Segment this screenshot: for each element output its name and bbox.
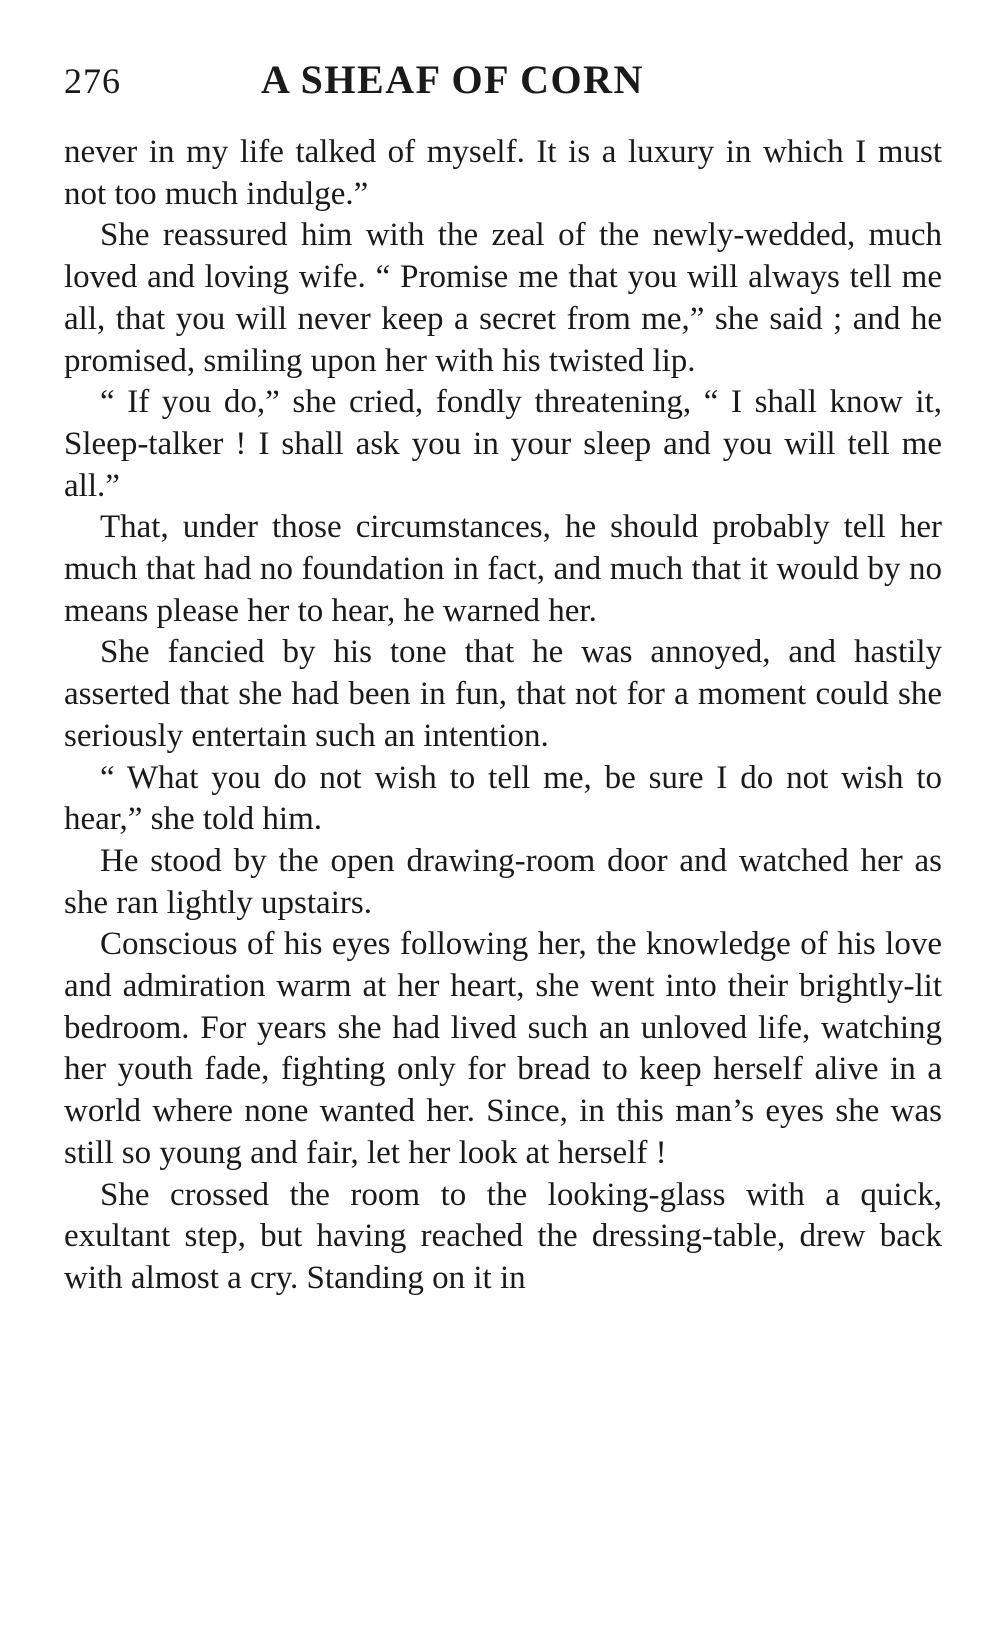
book-title: A SHEAF OF CORN <box>261 57 644 102</box>
paragraph-continued: never in my life talked of myself. It is a luxury in which I must not too much indulge.” <box>64 134 942 212</box>
paragraph: He stood by the open drawing-room door and watched her as she ran lightly upstairs. <box>64 842 942 921</box>
paragraph: “ What you do not wish to tell me, be sure I do not wish to hear,” she told him. <box>64 759 942 838</box>
paragraph: “ If you do,” she cried, fondly threatening, “ I shall know it, Sleep-talker ! I shall ask you in your sleep and you will tell me all.” <box>64 384 942 504</box>
paragraph: That, under those circumstances, he should probably tell her much that had no foundation in fact, and much that it would by no means please her to hear, he warned her. <box>64 509 942 629</box>
paragraph: She reassured him with the zeal of the newly-wedded, much loved and loving wife. “ Promise me that you will always tell me all, that you will never keep a secret from me,” she said ; and he promised, smiling upon her with his twisted lip. <box>64 217 942 379</box>
page-number: 276 <box>64 61 121 101</box>
paragraph: She fancied by his tone that he was annoyed, and hastily asserted that she had been in fun, that not for a moment could she seriously entertain such an intention. <box>64 634 942 754</box>
paragraph: Conscious of his eyes following her, the knowledge of his love and admiration warm at her heart, she went into their brightly-lit bedroom. For years she had lived such an unloved life, watching her youth fade, fighting only for bread to keep herself alive in a world where none wanted her. Since, in this man’s eyes she was still so young and fair, let her look at herself ! <box>64 926 942 1171</box>
running-head <box>64 52 944 112</box>
body-text <box>64 132 942 1300</box>
paragraph: She crossed the room to the looking-glass with a quick, exultant step, but having reached the dressing-table, drew back with almost a cry. Standing on it in <box>64 1176 942 1296</box>
